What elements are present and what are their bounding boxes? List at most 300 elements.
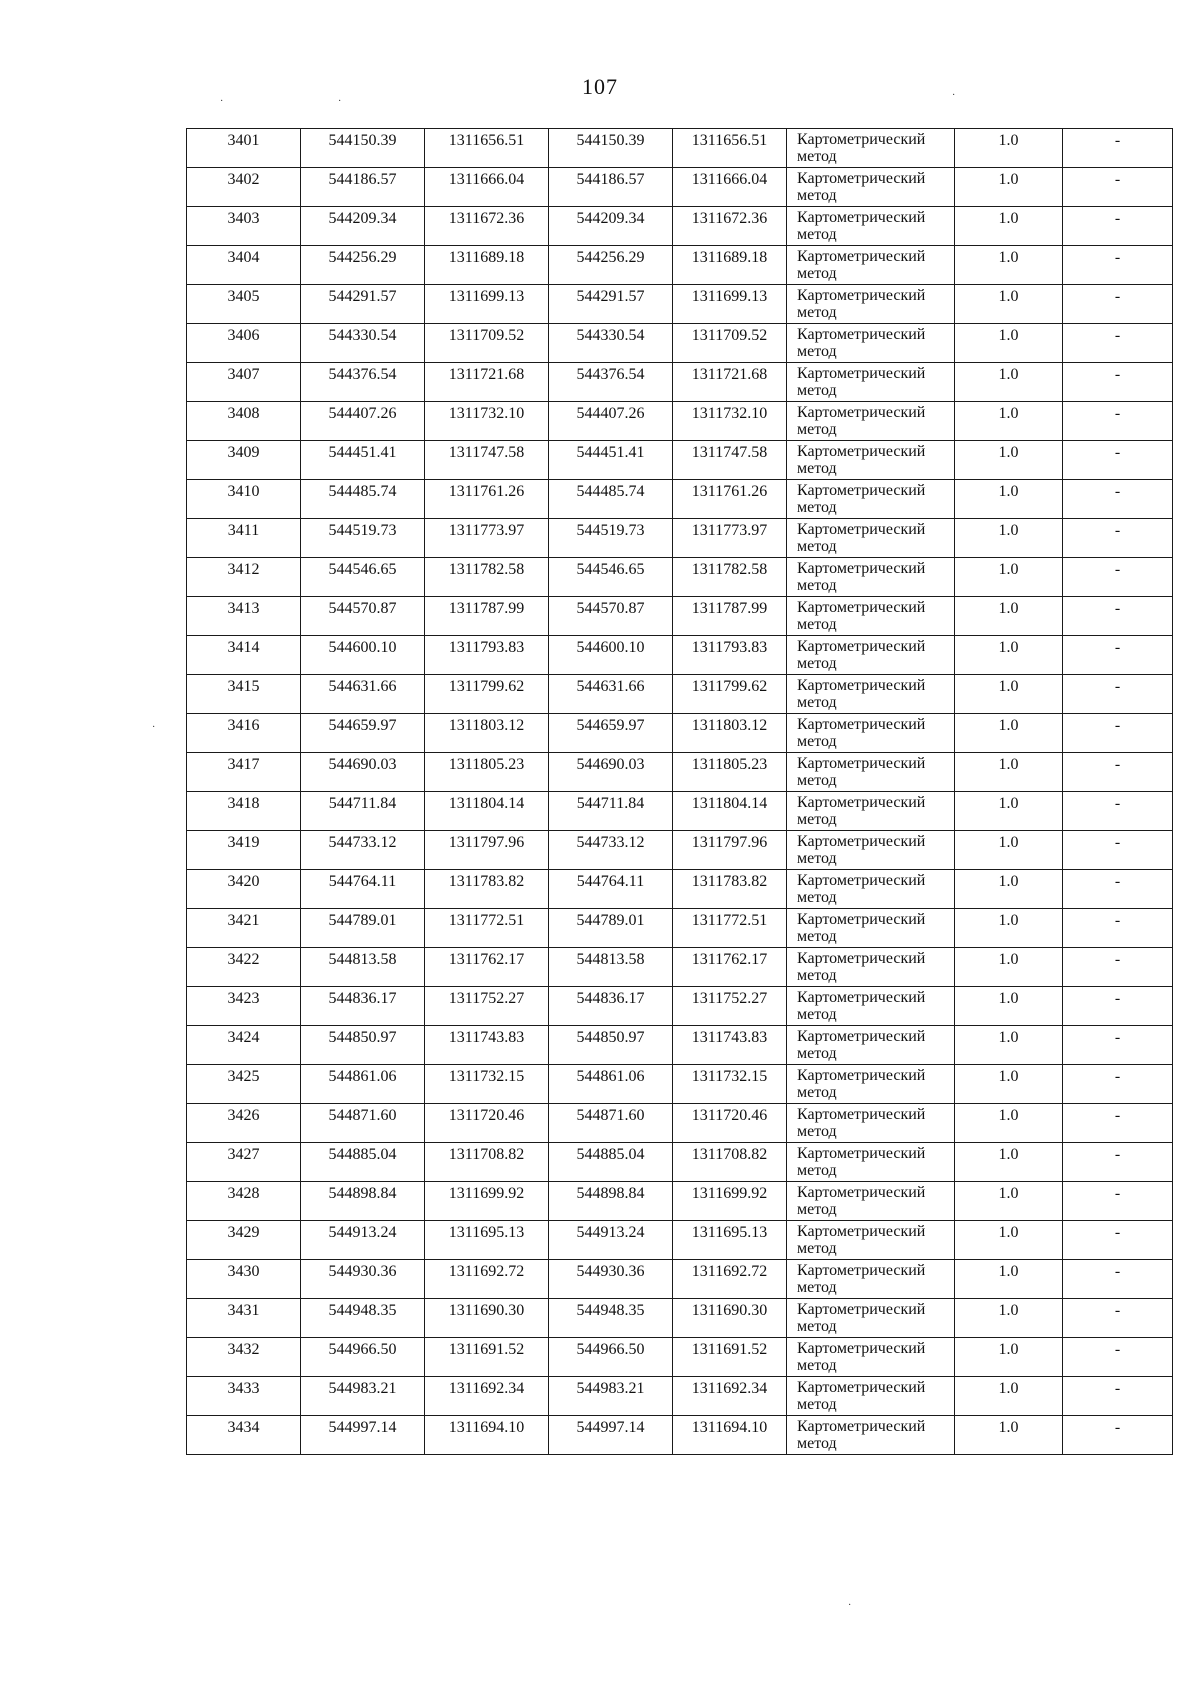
- accuracy-cell: 1.0: [955, 1377, 1063, 1416]
- point-number-cell: 3433: [187, 1377, 301, 1416]
- y-coordinate-cell: 1311720.46: [425, 1104, 549, 1143]
- method-cell: Картометрический метод: [787, 909, 955, 948]
- point-number-cell: 3406: [187, 324, 301, 363]
- note-cell: -: [1063, 909, 1173, 948]
- table-row: [187, 129, 1173, 168]
- method-cell: Картометрический метод: [787, 1416, 955, 1455]
- note-cell: -: [1063, 285, 1173, 324]
- coordinates-table: [186, 128, 1173, 1455]
- point-number-cell: 3419: [187, 831, 301, 870]
- x-coordinate-new-cell: 544930.36: [549, 1260, 673, 1299]
- y-coordinate-new-cell: 1311772.51: [673, 909, 787, 948]
- method-cell: Картометрический метод: [787, 363, 955, 402]
- note-cell: -: [1063, 753, 1173, 792]
- accuracy-cell: 1.0: [955, 1065, 1063, 1104]
- y-coordinate-new-cell: 1311793.83: [673, 636, 787, 675]
- x-coordinate-cell: 544600.10: [301, 636, 425, 675]
- point-number-cell: 3425: [187, 1065, 301, 1104]
- accuracy-cell: 1.0: [955, 246, 1063, 285]
- x-coordinate-new-cell: 544733.12: [549, 831, 673, 870]
- point-number-cell: 3418: [187, 792, 301, 831]
- y-coordinate-cell: 1311747.58: [425, 441, 549, 480]
- x-coordinate-cell: 544690.03: [301, 753, 425, 792]
- y-coordinate-new-cell: 1311752.27: [673, 987, 787, 1026]
- table-row: [187, 636, 1173, 675]
- accuracy-cell: 1.0: [955, 909, 1063, 948]
- point-number-cell: 3432: [187, 1338, 301, 1377]
- table-row: [187, 1299, 1173, 1338]
- y-coordinate-cell: 1311694.10: [425, 1416, 549, 1455]
- x-coordinate-new-cell: 544861.06: [549, 1065, 673, 1104]
- y-coordinate-new-cell: 1311699.13: [673, 285, 787, 324]
- table-row: [187, 1104, 1173, 1143]
- note-cell: -: [1063, 1260, 1173, 1299]
- x-coordinate-cell: 544659.97: [301, 714, 425, 753]
- note-cell: -: [1063, 480, 1173, 519]
- point-number-cell: 3401: [187, 129, 301, 168]
- y-coordinate-new-cell: 1311699.92: [673, 1182, 787, 1221]
- method-cell: Картометрический метод: [787, 480, 955, 519]
- note-cell: -: [1063, 1299, 1173, 1338]
- table-row: [187, 1338, 1173, 1377]
- x-coordinate-cell: 544150.39: [301, 129, 425, 168]
- x-coordinate-new-cell: 544291.57: [549, 285, 673, 324]
- table-row: [187, 1182, 1173, 1221]
- method-cell: Картометрический метод: [787, 792, 955, 831]
- y-coordinate-cell: 1311666.04: [425, 168, 549, 207]
- accuracy-cell: 1.0: [955, 1026, 1063, 1065]
- y-coordinate-cell: 1311656.51: [425, 129, 549, 168]
- point-number-cell: 3417: [187, 753, 301, 792]
- y-coordinate-new-cell: 1311762.17: [673, 948, 787, 987]
- scan-mark: ·: [952, 90, 956, 101]
- table-row: [187, 480, 1173, 519]
- y-coordinate-cell: 1311692.72: [425, 1260, 549, 1299]
- x-coordinate-cell: 544885.04: [301, 1143, 425, 1182]
- x-coordinate-cell: 544256.29: [301, 246, 425, 285]
- note-cell: -: [1063, 1182, 1173, 1221]
- table-row: [187, 207, 1173, 246]
- y-coordinate-cell: 1311761.26: [425, 480, 549, 519]
- x-coordinate-new-cell: 544186.57: [549, 168, 673, 207]
- x-coordinate-new-cell: 544983.21: [549, 1377, 673, 1416]
- y-coordinate-new-cell: 1311783.82: [673, 870, 787, 909]
- point-number-cell: 3408: [187, 402, 301, 441]
- point-number-cell: 3405: [187, 285, 301, 324]
- method-cell: Картометрический метод: [787, 246, 955, 285]
- accuracy-cell: 1.0: [955, 363, 1063, 402]
- accuracy-cell: 1.0: [955, 636, 1063, 675]
- x-coordinate-cell: 544711.84: [301, 792, 425, 831]
- x-coordinate-cell: 544186.57: [301, 168, 425, 207]
- table-row: [187, 1065, 1173, 1104]
- y-coordinate-cell: 1311743.83: [425, 1026, 549, 1065]
- y-coordinate-new-cell: 1311690.30: [673, 1299, 787, 1338]
- accuracy-cell: 1.0: [955, 1299, 1063, 1338]
- y-coordinate-cell: 1311708.82: [425, 1143, 549, 1182]
- accuracy-cell: 1.0: [955, 792, 1063, 831]
- x-coordinate-cell: 544930.36: [301, 1260, 425, 1299]
- method-cell: Картометрический метод: [787, 168, 955, 207]
- point-number-cell: 3430: [187, 1260, 301, 1299]
- method-cell: Картометрический метод: [787, 207, 955, 246]
- y-coordinate-cell: 1311692.34: [425, 1377, 549, 1416]
- point-number-cell: 3409: [187, 441, 301, 480]
- method-cell: Картометрический метод: [787, 1143, 955, 1182]
- y-coordinate-cell: 1311672.36: [425, 207, 549, 246]
- x-coordinate-cell: 544850.97: [301, 1026, 425, 1065]
- x-coordinate-new-cell: 544850.97: [549, 1026, 673, 1065]
- y-coordinate-new-cell: 1311799.62: [673, 675, 787, 714]
- table-row: [187, 714, 1173, 753]
- x-coordinate-cell: 544546.65: [301, 558, 425, 597]
- method-cell: Картометрический метод: [787, 714, 955, 753]
- x-coordinate-cell: 544983.21: [301, 1377, 425, 1416]
- note-cell: -: [1063, 363, 1173, 402]
- x-coordinate-new-cell: 544376.54: [549, 363, 673, 402]
- y-coordinate-cell: 1311803.12: [425, 714, 549, 753]
- y-coordinate-new-cell: 1311666.04: [673, 168, 787, 207]
- point-number-cell: 3411: [187, 519, 301, 558]
- x-coordinate-new-cell: 544150.39: [549, 129, 673, 168]
- table-row: [187, 558, 1173, 597]
- x-coordinate-new-cell: 544570.87: [549, 597, 673, 636]
- y-coordinate-cell: 1311752.27: [425, 987, 549, 1026]
- point-number-cell: 3410: [187, 480, 301, 519]
- accuracy-cell: 1.0: [955, 597, 1063, 636]
- accuracy-cell: 1.0: [955, 1221, 1063, 1260]
- y-coordinate-cell: 1311695.13: [425, 1221, 549, 1260]
- method-cell: Картометрический метод: [787, 1065, 955, 1104]
- method-cell: Картометрический метод: [787, 753, 955, 792]
- x-coordinate-new-cell: 544711.84: [549, 792, 673, 831]
- note-cell: -: [1063, 246, 1173, 285]
- method-cell: Картометрический метод: [787, 129, 955, 168]
- x-coordinate-new-cell: 544659.97: [549, 714, 673, 753]
- accuracy-cell: 1.0: [955, 285, 1063, 324]
- x-coordinate-cell: 544330.54: [301, 324, 425, 363]
- point-number-cell: 3414: [187, 636, 301, 675]
- x-coordinate-cell: 544570.87: [301, 597, 425, 636]
- point-number-cell: 3424: [187, 1026, 301, 1065]
- point-number-cell: 3420: [187, 870, 301, 909]
- x-coordinate-cell: 544871.60: [301, 1104, 425, 1143]
- y-coordinate-cell: 1311709.52: [425, 324, 549, 363]
- accuracy-cell: 1.0: [955, 1143, 1063, 1182]
- point-number-cell: 3412: [187, 558, 301, 597]
- x-coordinate-new-cell: 544789.01: [549, 909, 673, 948]
- point-number-cell: 3413: [187, 597, 301, 636]
- y-coordinate-cell: 1311690.30: [425, 1299, 549, 1338]
- x-coordinate-new-cell: 544836.17: [549, 987, 673, 1026]
- accuracy-cell: 1.0: [955, 207, 1063, 246]
- x-coordinate-cell: 544764.11: [301, 870, 425, 909]
- y-coordinate-cell: 1311762.17: [425, 948, 549, 987]
- x-coordinate-cell: 544376.54: [301, 363, 425, 402]
- x-coordinate-new-cell: 544519.73: [549, 519, 673, 558]
- y-coordinate-new-cell: 1311747.58: [673, 441, 787, 480]
- method-cell: Картометрический метод: [787, 1260, 955, 1299]
- method-cell: Картометрический метод: [787, 1338, 955, 1377]
- x-coordinate-new-cell: 544898.84: [549, 1182, 673, 1221]
- note-cell: -: [1063, 168, 1173, 207]
- table-row: [187, 441, 1173, 480]
- scan-mark: ·: [220, 96, 224, 107]
- x-coordinate-cell: 544485.74: [301, 480, 425, 519]
- y-coordinate-cell: 1311699.92: [425, 1182, 549, 1221]
- table-row: [187, 948, 1173, 987]
- point-number-cell: 3403: [187, 207, 301, 246]
- y-coordinate-new-cell: 1311803.12: [673, 714, 787, 753]
- x-coordinate-cell: 544861.06: [301, 1065, 425, 1104]
- x-coordinate-new-cell: 544948.35: [549, 1299, 673, 1338]
- y-coordinate-cell: 1311805.23: [425, 753, 549, 792]
- point-number-cell: 3427: [187, 1143, 301, 1182]
- y-coordinate-new-cell: 1311720.46: [673, 1104, 787, 1143]
- note-cell: -: [1063, 441, 1173, 480]
- note-cell: -: [1063, 675, 1173, 714]
- x-coordinate-new-cell: 544631.66: [549, 675, 673, 714]
- table-row: [187, 909, 1173, 948]
- method-cell: Картометрический метод: [787, 831, 955, 870]
- note-cell: -: [1063, 597, 1173, 636]
- y-coordinate-new-cell: 1311732.10: [673, 402, 787, 441]
- x-coordinate-new-cell: 544913.24: [549, 1221, 673, 1260]
- note-cell: -: [1063, 831, 1173, 870]
- method-cell: Картометрический метод: [787, 675, 955, 714]
- accuracy-cell: 1.0: [955, 1104, 1063, 1143]
- y-coordinate-new-cell: 1311692.34: [673, 1377, 787, 1416]
- accuracy-cell: 1.0: [955, 441, 1063, 480]
- y-coordinate-cell: 1311783.82: [425, 870, 549, 909]
- x-coordinate-cell: 544898.84: [301, 1182, 425, 1221]
- note-cell: -: [1063, 1221, 1173, 1260]
- table-row: [187, 1377, 1173, 1416]
- y-coordinate-cell: 1311804.14: [425, 792, 549, 831]
- x-coordinate-cell: 544948.35: [301, 1299, 425, 1338]
- method-cell: Картометрический метод: [787, 1104, 955, 1143]
- accuracy-cell: 1.0: [955, 753, 1063, 792]
- y-coordinate-new-cell: 1311694.10: [673, 1416, 787, 1455]
- table-row: [187, 1260, 1173, 1299]
- point-number-cell: 3431: [187, 1299, 301, 1338]
- y-coordinate-new-cell: 1311797.96: [673, 831, 787, 870]
- x-coordinate-cell: 544913.24: [301, 1221, 425, 1260]
- method-cell: Картометрический метод: [787, 597, 955, 636]
- method-cell: Картометрический метод: [787, 285, 955, 324]
- y-coordinate-new-cell: 1311691.52: [673, 1338, 787, 1377]
- note-cell: -: [1063, 792, 1173, 831]
- y-coordinate-new-cell: 1311761.26: [673, 480, 787, 519]
- table-body: [187, 129, 1173, 1455]
- accuracy-cell: 1.0: [955, 480, 1063, 519]
- table-row: [187, 402, 1173, 441]
- accuracy-cell: 1.0: [955, 987, 1063, 1026]
- table-row: [187, 675, 1173, 714]
- x-coordinate-new-cell: 544600.10: [549, 636, 673, 675]
- point-number-cell: 3434: [187, 1416, 301, 1455]
- x-coordinate-new-cell: 544690.03: [549, 753, 673, 792]
- table-row: [187, 285, 1173, 324]
- note-cell: -: [1063, 636, 1173, 675]
- y-coordinate-cell: 1311732.15: [425, 1065, 549, 1104]
- accuracy-cell: 1.0: [955, 1182, 1063, 1221]
- x-coordinate-cell: 544451.41: [301, 441, 425, 480]
- note-cell: -: [1063, 519, 1173, 558]
- table-row: [187, 168, 1173, 207]
- note-cell: -: [1063, 1104, 1173, 1143]
- x-coordinate-new-cell: 544485.74: [549, 480, 673, 519]
- x-coordinate-cell: 544407.26: [301, 402, 425, 441]
- method-cell: Картометрический метод: [787, 870, 955, 909]
- accuracy-cell: 1.0: [955, 129, 1063, 168]
- accuracy-cell: 1.0: [955, 870, 1063, 909]
- accuracy-cell: 1.0: [955, 324, 1063, 363]
- scan-mark: ·: [338, 96, 342, 107]
- x-coordinate-new-cell: 544966.50: [549, 1338, 673, 1377]
- y-coordinate-new-cell: 1311787.99: [673, 597, 787, 636]
- point-number-cell: 3415: [187, 675, 301, 714]
- method-cell: Картометрический метод: [787, 636, 955, 675]
- y-coordinate-new-cell: 1311692.72: [673, 1260, 787, 1299]
- y-coordinate-cell: 1311787.99: [425, 597, 549, 636]
- y-coordinate-new-cell: 1311782.58: [673, 558, 787, 597]
- x-coordinate-new-cell: 544407.26: [549, 402, 673, 441]
- x-coordinate-new-cell: 544209.34: [549, 207, 673, 246]
- table-row: [187, 753, 1173, 792]
- x-coordinate-cell: 544813.58: [301, 948, 425, 987]
- y-coordinate-new-cell: 1311773.97: [673, 519, 787, 558]
- table-row: [187, 597, 1173, 636]
- table-row: [187, 1026, 1173, 1065]
- accuracy-cell: 1.0: [955, 831, 1063, 870]
- point-number-cell: 3426: [187, 1104, 301, 1143]
- y-coordinate-new-cell: 1311709.52: [673, 324, 787, 363]
- x-coordinate-cell: 544519.73: [301, 519, 425, 558]
- y-coordinate-new-cell: 1311708.82: [673, 1143, 787, 1182]
- accuracy-cell: 1.0: [955, 1260, 1063, 1299]
- table-row: [187, 1143, 1173, 1182]
- y-coordinate-new-cell: 1311804.14: [673, 792, 787, 831]
- y-coordinate-new-cell: 1311695.13: [673, 1221, 787, 1260]
- point-number-cell: 3404: [187, 246, 301, 285]
- method-cell: Картометрический метод: [787, 1182, 955, 1221]
- y-coordinate-cell: 1311797.96: [425, 831, 549, 870]
- method-cell: Картометрический метод: [787, 519, 955, 558]
- accuracy-cell: 1.0: [955, 1338, 1063, 1377]
- y-coordinate-cell: 1311773.97: [425, 519, 549, 558]
- y-coordinate-cell: 1311691.52: [425, 1338, 549, 1377]
- method-cell: Картометрический метод: [787, 987, 955, 1026]
- note-cell: -: [1063, 870, 1173, 909]
- x-coordinate-new-cell: 544764.11: [549, 870, 673, 909]
- note-cell: -: [1063, 1065, 1173, 1104]
- y-coordinate-cell: 1311732.10: [425, 402, 549, 441]
- x-coordinate-new-cell: 544546.65: [549, 558, 673, 597]
- x-coordinate-cell: 544209.34: [301, 207, 425, 246]
- y-coordinate-cell: 1311689.18: [425, 246, 549, 285]
- table-row: [187, 831, 1173, 870]
- y-coordinate-new-cell: 1311732.15: [673, 1065, 787, 1104]
- accuracy-cell: 1.0: [955, 168, 1063, 207]
- y-coordinate-new-cell: 1311743.83: [673, 1026, 787, 1065]
- point-number-cell: 3416: [187, 714, 301, 753]
- table-row: [187, 792, 1173, 831]
- accuracy-cell: 1.0: [955, 1416, 1063, 1455]
- note-cell: -: [1063, 987, 1173, 1026]
- method-cell: Картометрический метод: [787, 948, 955, 987]
- point-number-cell: 3421: [187, 909, 301, 948]
- method-cell: Картометрический метод: [787, 1026, 955, 1065]
- y-coordinate-new-cell: 1311689.18: [673, 246, 787, 285]
- y-coordinate-new-cell: 1311805.23: [673, 753, 787, 792]
- scan-mark: ·: [152, 722, 156, 733]
- x-coordinate-new-cell: 544813.58: [549, 948, 673, 987]
- accuracy-cell: 1.0: [955, 558, 1063, 597]
- point-number-cell: 3428: [187, 1182, 301, 1221]
- point-number-cell: 3423: [187, 987, 301, 1026]
- method-cell: Картометрический метод: [787, 402, 955, 441]
- method-cell: Картометрический метод: [787, 558, 955, 597]
- table-row: [187, 987, 1173, 1026]
- x-coordinate-cell: 544789.01: [301, 909, 425, 948]
- y-coordinate-cell: 1311772.51: [425, 909, 549, 948]
- x-coordinate-cell: 544997.14: [301, 1416, 425, 1455]
- y-coordinate-new-cell: 1311721.68: [673, 363, 787, 402]
- point-number-cell: 3407: [187, 363, 301, 402]
- table-row: [187, 246, 1173, 285]
- note-cell: -: [1063, 129, 1173, 168]
- note-cell: -: [1063, 1143, 1173, 1182]
- note-cell: -: [1063, 207, 1173, 246]
- table-row: [187, 363, 1173, 402]
- method-cell: Картометрический метод: [787, 1377, 955, 1416]
- note-cell: -: [1063, 1416, 1173, 1455]
- y-coordinate-cell: 1311799.62: [425, 675, 549, 714]
- x-coordinate-new-cell: 544885.04: [549, 1143, 673, 1182]
- note-cell: -: [1063, 558, 1173, 597]
- page-number: 107: [582, 74, 618, 99]
- method-cell: Картометрический метод: [787, 1299, 955, 1338]
- table-row: [187, 519, 1173, 558]
- accuracy-cell: 1.0: [955, 948, 1063, 987]
- accuracy-cell: 1.0: [955, 714, 1063, 753]
- method-cell: Картометрический метод: [787, 1221, 955, 1260]
- method-cell: Картометрический метод: [787, 441, 955, 480]
- table-row: [187, 870, 1173, 909]
- note-cell: -: [1063, 324, 1173, 363]
- note-cell: -: [1063, 1377, 1173, 1416]
- accuracy-cell: 1.0: [955, 675, 1063, 714]
- scan-mark: ·: [848, 1600, 852, 1611]
- y-coordinate-cell: 1311699.13: [425, 285, 549, 324]
- note-cell: -: [1063, 714, 1173, 753]
- note-cell: -: [1063, 402, 1173, 441]
- x-coordinate-cell: 544291.57: [301, 285, 425, 324]
- table-row: [187, 324, 1173, 363]
- accuracy-cell: 1.0: [955, 402, 1063, 441]
- x-coordinate-new-cell: 544997.14: [549, 1416, 673, 1455]
- method-cell: Картометрический метод: [787, 324, 955, 363]
- x-coordinate-new-cell: 544871.60: [549, 1104, 673, 1143]
- x-coordinate-cell: 544836.17: [301, 987, 425, 1026]
- point-number-cell: 3402: [187, 168, 301, 207]
- table-row: [187, 1416, 1173, 1455]
- point-number-cell: 3422: [187, 948, 301, 987]
- y-coordinate-cell: 1311721.68: [425, 363, 549, 402]
- x-coordinate-new-cell: 544330.54: [549, 324, 673, 363]
- table-row: [187, 1221, 1173, 1260]
